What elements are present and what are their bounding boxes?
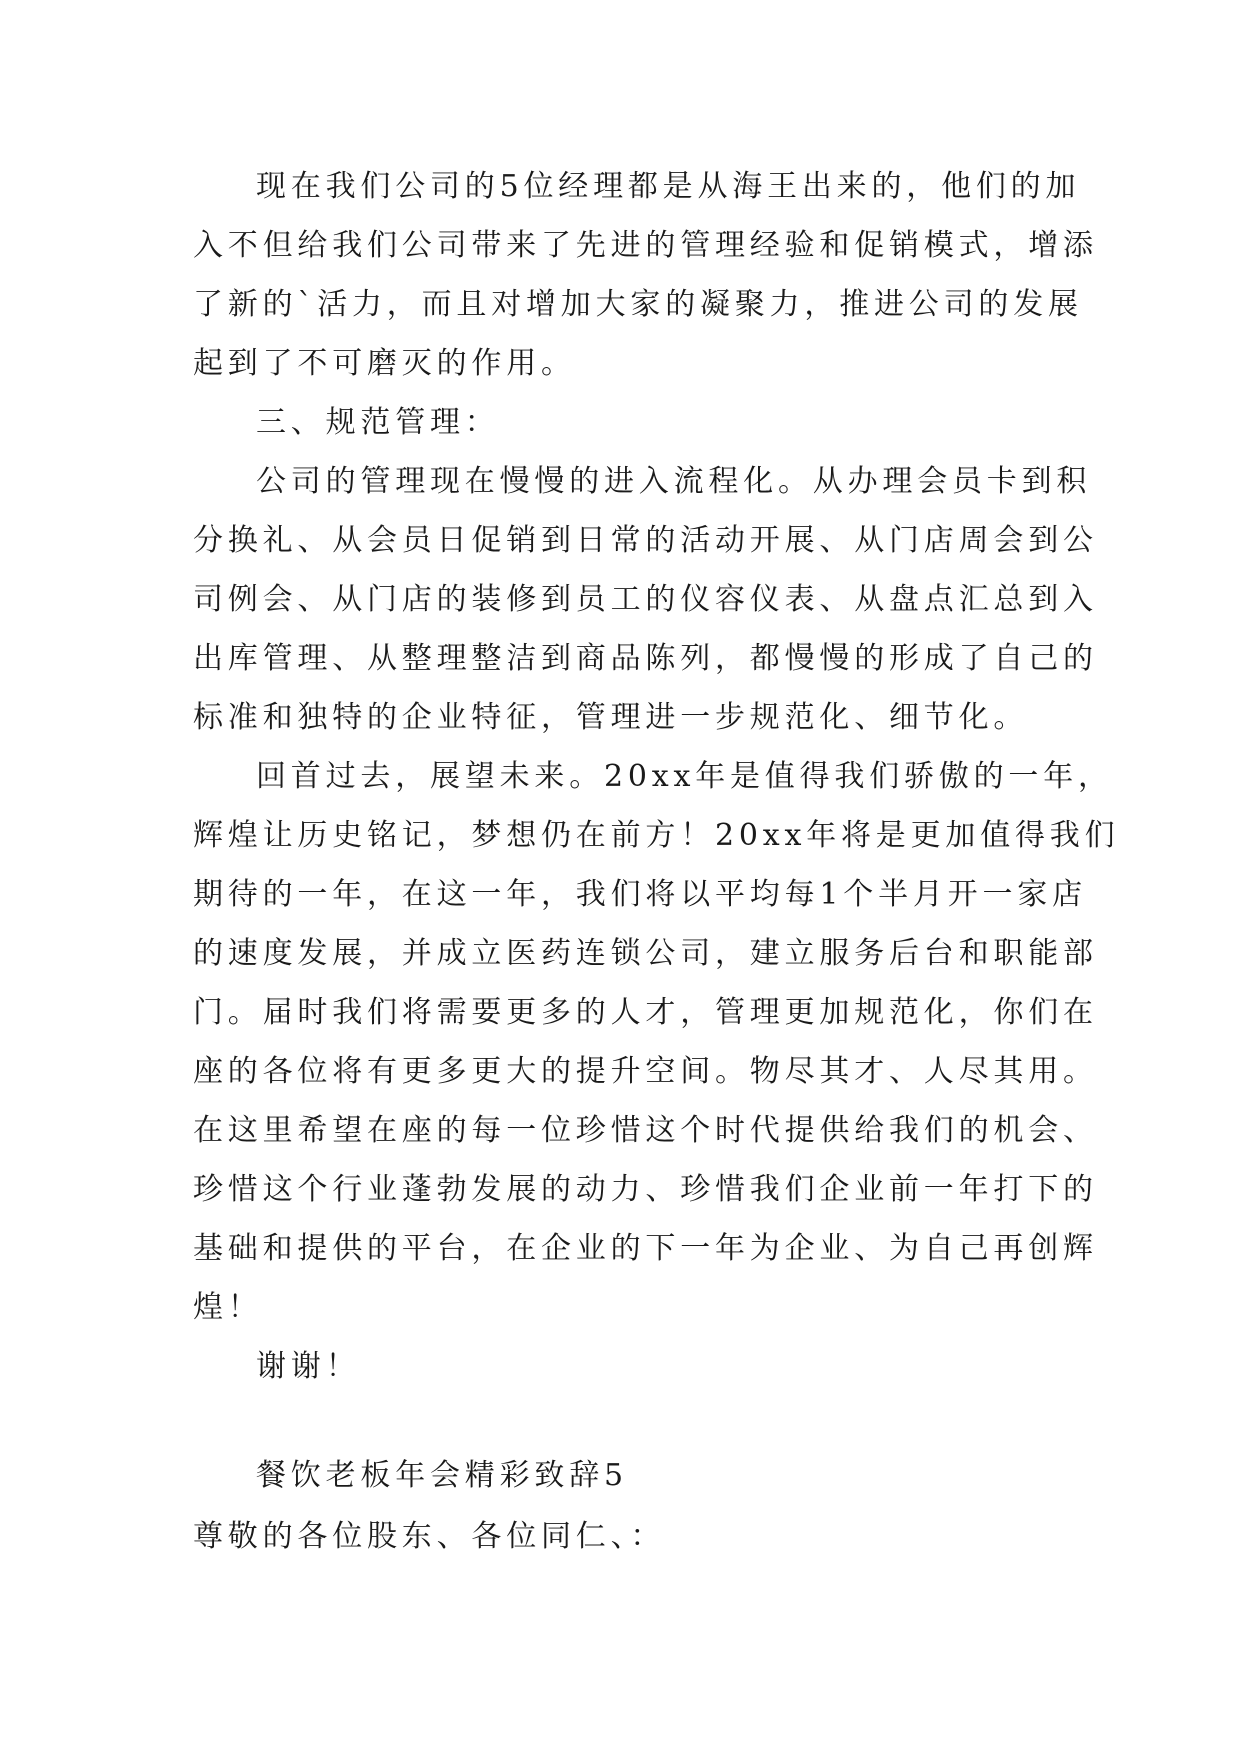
next-section-title: 餐饮老板年会精彩致辞5 — [256, 1458, 628, 1493]
paragraph-line: 辉煌让历史铭记，梦想仍在前方！20xx年将是更加值得我们 — [193, 818, 1120, 853]
paragraph-line: 标准和独特的企业特征，管理进一步规范化、细节化。 — [193, 700, 1029, 735]
paragraph-line: 了新的`活力，而且对增加大家的凝聚力，推进公司的发展 — [193, 287, 1083, 322]
paragraph-line: 分换礼、从会员日促销到日常的活动开展、从门店周会到公 — [193, 523, 1098, 558]
paragraph-line: 公司的管理现在慢慢的进入流程化。从办理会员卡到积 — [256, 464, 1092, 499]
paragraph-line: 在这里希望在座的每一位珍惜这个时代提供给我们的机会、 — [193, 1113, 1098, 1148]
paragraph-line: 回首过去，展望未来。20xx年是值得我们骄傲的一年， — [256, 759, 1113, 794]
paragraph-line: 起到了不可磨灭的作用。 — [193, 346, 576, 381]
paragraph-line: 基础和提供的平台，在企业的下一年为企业、为自己再创辉 — [193, 1231, 1098, 1266]
paragraph-line: 司例会、从门店的装修到员工的仪容仪表、从盘点汇总到入 — [193, 582, 1098, 617]
paragraph-line: 座的各位将有更多更大的提升空间。物尽其才、人尽其用。 — [193, 1054, 1098, 1089]
salutation: 尊敬的各位股东、各位同仁、： — [193, 1519, 666, 1554]
paragraph-line: 珍惜这个行业蓬勃发展的动力、珍惜我们企业前一年打下的 — [193, 1172, 1098, 1207]
paragraph-line: 的速度发展，并成立医药连锁公司，建立服务后台和职能部 — [193, 936, 1098, 971]
paragraph-line: 现在我们公司的5位经理都是从海王出来的，他们的加 — [256, 169, 1081, 204]
section-heading: 三、规范管理： — [256, 405, 500, 440]
paragraph-line: 出库管理、从整理整洁到商品陈列，都慢慢的形成了自己的 — [193, 641, 1098, 676]
paragraph-line: 门。届时我们将需要更多的人才，管理更加规范化，你们在 — [193, 995, 1098, 1030]
paragraph-line: 煌！ — [193, 1290, 263, 1325]
paragraph-line: 期待的一年，在这一年，我们将以平均每1个半月开一家店 — [193, 877, 1087, 912]
paragraph-line: 入不但给我们公司带来了先进的管理经验和促销模式，增添 — [193, 228, 1098, 263]
thanks-text: 谢谢！ — [256, 1349, 361, 1384]
